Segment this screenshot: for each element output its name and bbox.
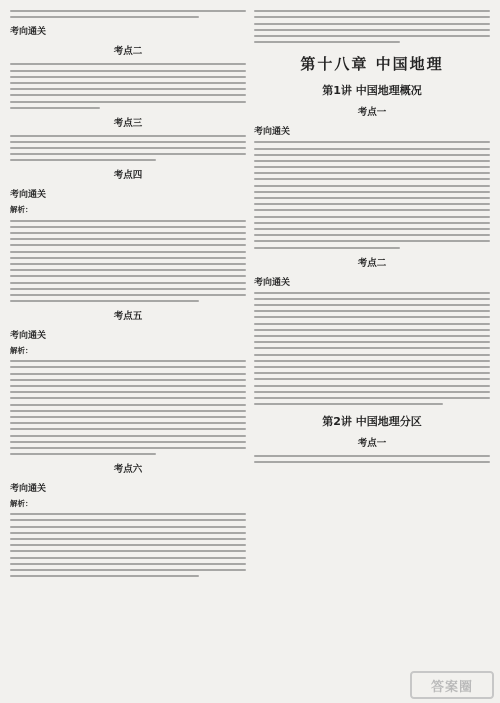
kaodian-3-text	[10, 135, 246, 162]
r-kaodian-2-title: 考点二	[357, 257, 387, 269]
r-kaodian-2-text	[254, 292, 490, 405]
kaodian-6-text	[10, 513, 246, 577]
chapter-title: 第十八章 中国地理	[300, 55, 444, 74]
section-kxtg-2: 考向通关	[10, 190, 47, 201]
kaodian-6-title: 考点六	[113, 464, 143, 476]
section-kxtg-1: 考向通关	[10, 27, 47, 38]
kaodian-2-text	[10, 63, 246, 108]
kaodian-5-text	[10, 360, 246, 455]
kaodian-4-title: 考点四	[113, 170, 143, 182]
intro-text	[10, 10, 246, 18]
watermark-logo: 答案圈	[410, 671, 494, 699]
kaodian-4-text	[10, 220, 246, 302]
jiexi-label-3: 解析：	[10, 499, 33, 509]
r-kaodian-1-text	[254, 141, 490, 248]
kaodian-3-title: 考点三	[113, 117, 143, 129]
r-kaodian-1-title: 考点一	[357, 107, 387, 119]
lesson-1-title: 第1讲 中国地理概况	[322, 84, 422, 98]
r-kaodian-3-text	[254, 455, 490, 463]
left-column	[10, 6, 246, 703]
kaodian-5-title: 考点五	[113, 311, 143, 323]
kaodian-2-title: 考点二	[113, 46, 143, 58]
section-kxtg-4: 考向通关	[10, 484, 47, 495]
right-intro-text	[254, 10, 490, 43]
r-section-kxtg-2: 考向通关	[254, 277, 291, 288]
r-section-kxtg-1: 考向通关	[254, 127, 291, 138]
jiexi-label-1: 解析：	[10, 205, 33, 215]
right-column	[254, 6, 490, 703]
section-kxtg-3: 考向通关	[10, 331, 47, 342]
lesson-2-title: 第2讲 中国地理分区	[322, 415, 422, 429]
jiexi-label-2: 解析：	[10, 346, 33, 356]
r-kaodian-3-title: 考点一	[357, 438, 387, 450]
